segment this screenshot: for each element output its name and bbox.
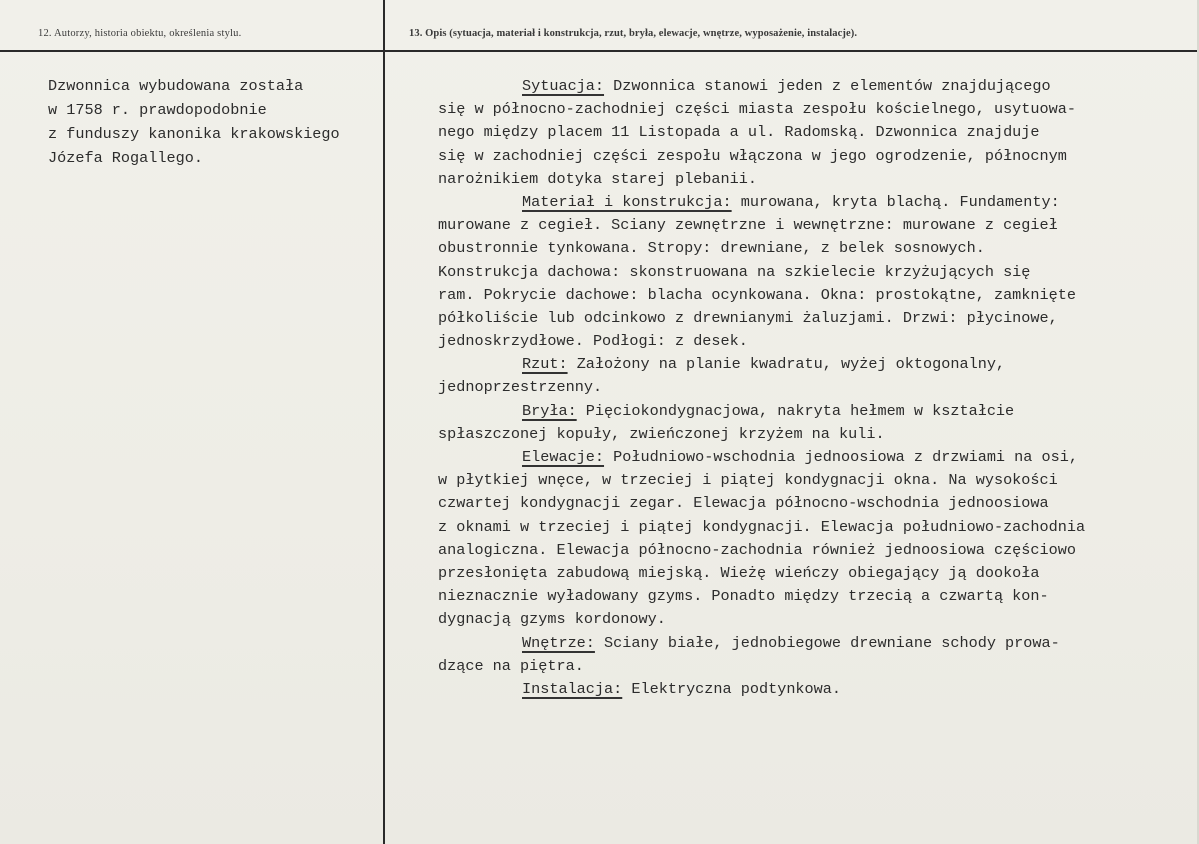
- plan-first-line: [438, 353, 1183, 376]
- material-first-line: [438, 191, 1183, 214]
- material-line: obustronnie tynkowana. Stropy: drewniane, z belek sosnowych.: [438, 239, 985, 258]
- body-first-line: [438, 400, 1183, 423]
- material-line: ram. Pokrycie dachowe: blacha ocynkowana. Okna: prostokątne, zamknięte: [438, 285, 1076, 304]
- elevations-line: dygnacją gzyms kordonowy.: [438, 610, 666, 629]
- body-text: Pięciokondygnacjowa, nakryta hełmem w kształcie: [576, 401, 1015, 420]
- body-line: spłaszczonej kopuły, zwieńczonej krzyżem na kuli.: [438, 424, 885, 443]
- elevations-line: analogiczna. Elewacja północno-zachodnia również jednoosiowa częściowo: [438, 540, 1076, 559]
- material-line: Konstrukcja dachowa: skonstruowana na szkielecie krzyżujących się: [438, 262, 1031, 281]
- situation-line: narożnikiem dotyka starej plebanii.: [438, 169, 757, 188]
- interior-text: Sciany białe, jednobiegowe drewniane schody prowa-: [594, 633, 1060, 652]
- header-rule: [0, 50, 1199, 52]
- elevations-first-line: [438, 446, 1183, 469]
- situation-first-line: [438, 75, 1183, 98]
- history-line: w 1758 r. prawdopodobnie: [48, 101, 267, 119]
- elevations-text: Południowo-wschodnia jednoosiowa z drzwiami na osi,: [604, 448, 1078, 466]
- history-line: Dzwonnica wybudowana została: [48, 77, 304, 95]
- material-text: murowana, kryta blachą. Fundamenty:: [731, 192, 1060, 211]
- situation-heading: Sytuacja:: [522, 77, 605, 95]
- plan-heading: Rzut:: [522, 355, 568, 374]
- material-line: jednoskrzydłowe. Podłogi: z desek.: [438, 332, 748, 351]
- history-text: [48, 74, 382, 170]
- elevations-line: z oknami w trzeciej i piątej kondygnacji. Elewacja południowo-zachodnia: [438, 517, 1086, 536]
- installations-text: Elektryczna podtynkowa.: [622, 679, 842, 698]
- column-divider: [383, 0, 385, 844]
- elevations-heading: Elewacje:: [522, 448, 605, 466]
- elevations-line: czwartej kondygnacji zegar. Elewacja północno-wschodnia jednoosiowa: [438, 494, 1049, 513]
- history-line: z funduszy kanonika krakowskiego: [48, 125, 340, 143]
- field-13-header: 13. Opis (sytuacja, materiał i konstrukcja, rzut, bryła, elewacje, wnętrze, wyposażenie, instalacje).: [409, 28, 858, 39]
- elevations-line: nieznacznie wyładowany gzyms. Ponadto między trzecią a czwartą kon-: [438, 587, 1049, 606]
- installations-first-line: [438, 678, 1183, 701]
- elevations-line: przesłonięta zabudową miejską. Wieżę wieńczy obiegający ją dookoła: [438, 563, 1040, 582]
- situation-text: Dzwonnica stanowi jeden z elementów znajdującego: [604, 77, 1051, 95]
- interior-heading: Wnętrze:: [522, 633, 595, 652]
- description-text: [438, 75, 1183, 701]
- elevations-line: w płytkiej wnęce, w trzeciej i piątej kondygnacji okna. Na wysokości: [438, 471, 1058, 490]
- material-line: półkoliście lub odcinkowo z drewnianymi żaluzjami. Drzwi: płycinowe,: [438, 308, 1058, 327]
- history-line: Józefa Rogallego.: [48, 149, 203, 167]
- situation-line: się w północno-zachodniej części miasta zespołu kościelnego, usytuowa-: [438, 100, 1076, 119]
- interior-line: dzące na piętra.: [438, 656, 584, 675]
- installations-heading: Instalacja:: [522, 679, 623, 698]
- interior-first-line: [438, 632, 1183, 655]
- situation-line: nego między placem 11 Listopada a ul. Radomską. Dzwonnica znajduje: [438, 123, 1040, 142]
- field-12-header: 12. Autorzy, historia obiektu, określenia stylu.: [38, 28, 242, 39]
- plan-text: Założony na planie kwadratu, wyżej oktogonalny,: [567, 355, 1006, 374]
- material-heading: Materiał i konstrukcja:: [522, 192, 732, 211]
- body-heading: Bryła:: [522, 401, 577, 420]
- plan-line: jednoprzestrzenny.: [438, 378, 603, 397]
- situation-line: się w zachodniej części zespołu włączona w jego ogrodzenie, północnym: [438, 146, 1067, 165]
- material-line: murowane z cegieł. Sciany zewnętrzne i wewnętrzne: murowane z cegieł: [438, 216, 1058, 235]
